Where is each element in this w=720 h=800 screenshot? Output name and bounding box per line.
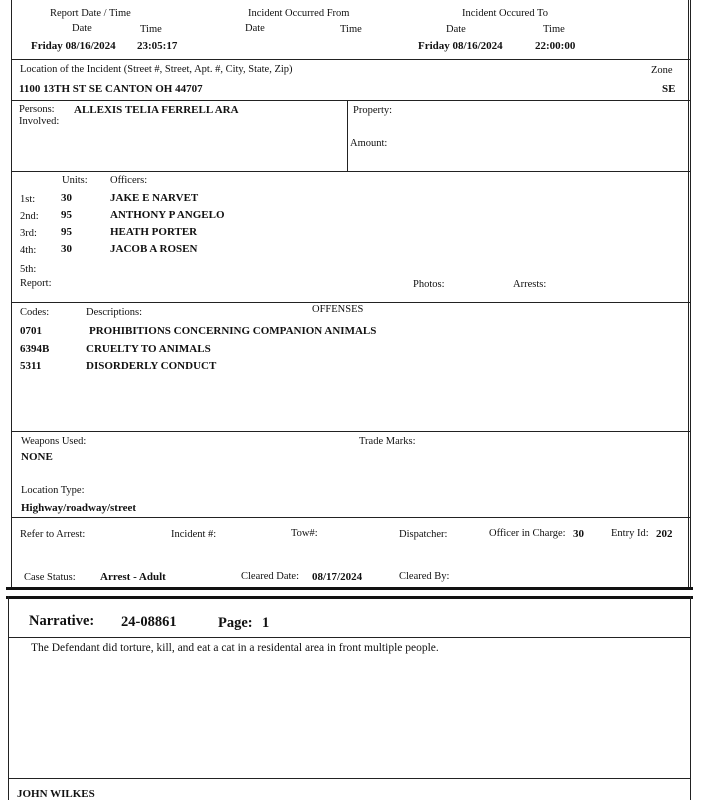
report-time-label: Time [140,24,162,35]
report-time: 23:05:17 [137,40,178,52]
divider-offenses [11,431,690,432]
to-date-label: Date [446,24,466,35]
narrative-frame-right [690,596,691,800]
amount-label: Amount: [350,138,388,149]
divider-persons [11,171,690,172]
narrative-page-label: Page: [218,615,253,631]
unit-number: 95 [61,209,72,221]
cleared-by-label: Cleared By: [399,571,450,582]
to-date: Friday 08/16/2024 [418,40,503,52]
report-label: Report: [20,278,52,289]
offense-code: 0701 [20,325,42,337]
case-status-label: Case Status: [24,572,76,583]
entry-id-label: Entry Id: [611,528,649,539]
officers-label: Officers: [110,175,148,186]
offense-code: 5311 [20,360,42,372]
arrests-label: Arrests: [513,279,547,290]
occurred-to-label: Incident Occured To [462,8,548,19]
trade-marks-label: Trade Marks: [359,436,416,447]
location-label: Location of the Incident (Street #, Street, Apt. #, City, State, Zip) [20,64,293,75]
offense-description: DISORDERLY CONDUCT [86,360,217,372]
divider-bottom-thick [6,587,693,590]
units-label: Units: [62,175,88,186]
signature-divider [8,778,690,779]
occurred-from-label: Incident Occurred From [248,8,350,19]
divider-persons-property [347,100,348,171]
unit-number: 30 [61,243,72,255]
frame-left-right-bar [688,0,689,590]
narrative-page-number: 1 [262,615,270,631]
property-label: Property: [353,105,393,116]
offense-description: CRUELTY TO ANIMALS [86,343,211,355]
descriptions-label: Descriptions: [86,307,142,318]
location-value: 1100 13TH ST SE CANTON OH 44707 [19,83,203,95]
divider-weapons [11,517,690,518]
unit-number: 95 [61,226,72,238]
tow-label: Tow#: [291,528,318,539]
officer-name: HEATH PORTER [110,226,198,238]
to-time: 22:00:00 [535,40,576,52]
offense-description: PROHIBITIONS CONCERNING COMPANION ANIMALS [89,325,377,337]
officer-in-charge-label: Officer in Charge: [489,528,566,539]
refer-to-arrest-label: Refer to Arrest: [20,529,86,540]
unit-ordinal: 1st: [20,194,36,205]
cleared-date-value: 08/17/2024 [312,571,363,583]
codes-label: Codes: [20,307,50,318]
report-date-label: Date [72,23,92,34]
involved-label: Involved: [19,116,60,127]
unit-ordinal: 4th: [20,245,37,256]
narrative-label: Narrative: [29,613,95,629]
narrative-frame-left [8,596,9,800]
persons-label: Persons: [19,104,55,115]
zone-label: Zone [651,65,673,76]
fifth-label: 5th: [20,264,37,275]
unit-ordinal: 2nd: [20,211,39,222]
unit-ordinal: 3rd: [20,228,37,239]
divider-units [11,302,690,303]
from-time-label: Time [340,24,362,35]
narrative-text: The Defendant did torture, kill, and eat a cat in a residental area in front multiple people. [31,642,439,654]
officer-name: JACOB A ROSEN [110,243,198,255]
location-type-value: Highway/roadway/street [21,502,137,514]
report-date-time-label: Report Date / Time [50,8,131,19]
location-type-label: Location Type: [21,485,85,496]
from-date-label: Date [245,23,265,34]
officer-name: JAKE E NARVET [110,192,199,204]
case-status-value: Arrest - Adult [100,571,166,583]
narrative-frame-top [6,596,693,599]
signature-name: JOHN WILKES [17,788,95,800]
offenses-title: OFFENSES [312,304,364,315]
officer-in-charge-value: 30 [573,528,584,540]
incident-number-label: Incident #: [171,529,217,540]
entry-id-value: 202 [656,528,673,540]
persons-value: ALLEXIS TELIA FERRELL ARA [74,104,239,116]
divider-location [11,100,690,101]
narrative-divider [8,637,690,638]
offense-code: 6394B [20,343,50,355]
officer-name: ANTHONY P ANGELO [110,209,225,221]
weapons-label: Weapons Used: [21,436,87,447]
report-date: Friday 08/16/2024 [31,40,116,52]
zone-value: SE [662,83,676,95]
narrative-case-number: 24-08861 [121,614,177,630]
to-time-label: Time [543,24,565,35]
photos-label: Photos: [413,279,445,290]
divider-header [11,59,690,60]
cleared-date-label: Cleared Date: [241,571,300,582]
unit-number: 30 [61,192,72,204]
frame-right [690,0,691,590]
frame-left [11,0,12,590]
dispatcher-label: Dispatcher: [399,529,448,540]
weapons-value: NONE [21,451,53,463]
